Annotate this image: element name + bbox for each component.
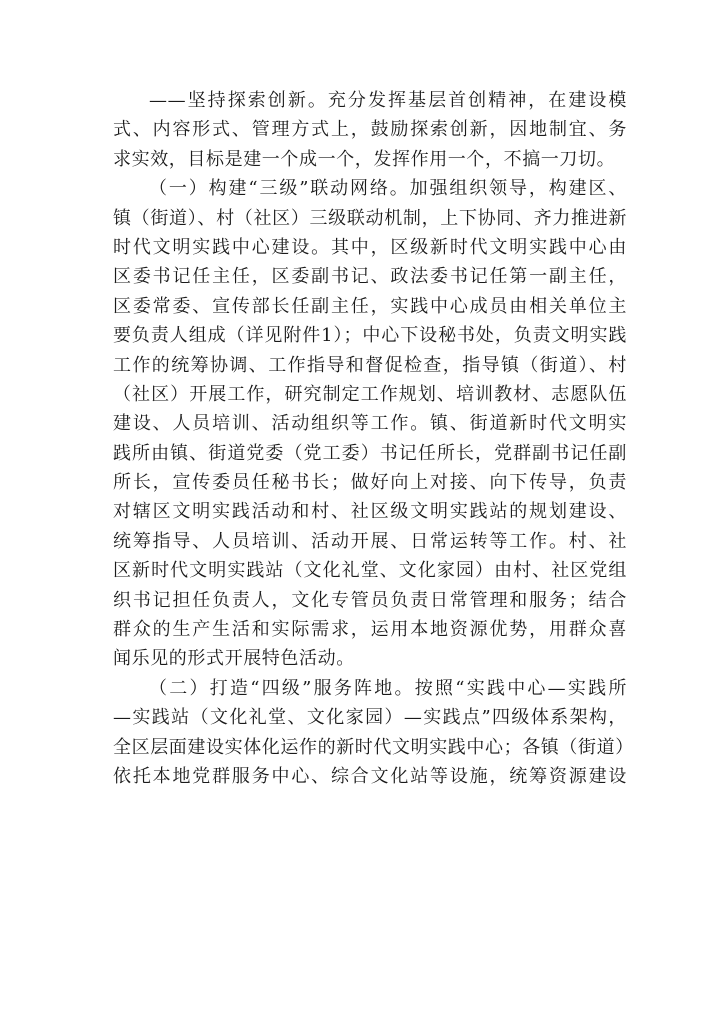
- text-line: 践所由镇、街道党委（党工委）书记任所长，党群副书记任副: [113, 442, 627, 464]
- paragraph: [113, 174, 627, 674]
- text-line: 对辖区文明实践活动和村、社区级文明实践站的规划建设、: [113, 501, 627, 523]
- text-line: 闻乐见的形式开展特色活动。: [113, 648, 355, 670]
- text-line: 群众的生产生活和实际需求，运用本地资源优势，用群众喜: [113, 619, 627, 641]
- text-line: 时代文明实践中心建设。其中，区级新时代文明实践中心由: [113, 236, 627, 258]
- text-line: 镇（街道）、村（社区）三级联动机制，上下协同、齐力推进新: [113, 207, 627, 229]
- text-line: ——坚持探索创新。充分发挥基层首创精神，在建设模: [149, 90, 627, 111]
- paragraph: [113, 86, 627, 174]
- document-body: [113, 86, 634, 791]
- text-line: （一）构建“三级”联动网络。加强组织领导，构建区、: [149, 178, 627, 200]
- text-line: 所长，宣传委员任秘书长；做好向上对接、向下传导，负责: [113, 472, 627, 494]
- paragraph: [113, 674, 634, 792]
- text-line: 统筹指导、人员培训、活动开展、日常运转等工作。村、社: [113, 530, 627, 552]
- text-line: —实践站（文化礼堂、文化家园）—实践点”四级体系架构，: [113, 707, 627, 729]
- text-line: 织书记担任负责人，文化专管员负责日常管理和服务；结合: [113, 589, 627, 611]
- text-line: （二）打造“四级”服务阵地。按照“实践中心—实践所: [149, 677, 627, 699]
- text-line: 要负责人组成（详见附件1）；中心下设秘书处，负责文明实践: [113, 325, 627, 347]
- text-line: 区新时代文明实践站（文化礼堂、文化家园）由村、社区党组: [113, 560, 627, 582]
- text-line: 式、内容形式、管理方式上，鼓励探索创新，因地制宜、务: [113, 119, 627, 141]
- text-line: 依托本地党群服务中心、综合文化站等设施，统筹资源建设: [113, 765, 627, 787]
- text-line: （社区）开展工作，研究制定工作规划、培训教材、志愿队伍: [113, 383, 627, 405]
- text-line: 区委书记任主任，区委副书记、政法委书记任第一副主任，: [113, 266, 627, 288]
- text-line: 区委常委、宣传部长任副主任，实践中心成员由相关单位主: [113, 295, 627, 317]
- text-line: 求实效，目标是建一个成一个，发挥作用一个，不搞一刀切。: [113, 148, 616, 170]
- text-line: 建设、人员培训、活动组织等工作。镇、街道新时代文明实: [113, 413, 627, 435]
- text-line: 全区层面建设实体化运作的新时代文明实践中心；各镇（街道）: [113, 736, 634, 758]
- text-line: 工作的统筹协调、工作指导和督促检查，指导镇（街道）、村: [113, 354, 627, 376]
